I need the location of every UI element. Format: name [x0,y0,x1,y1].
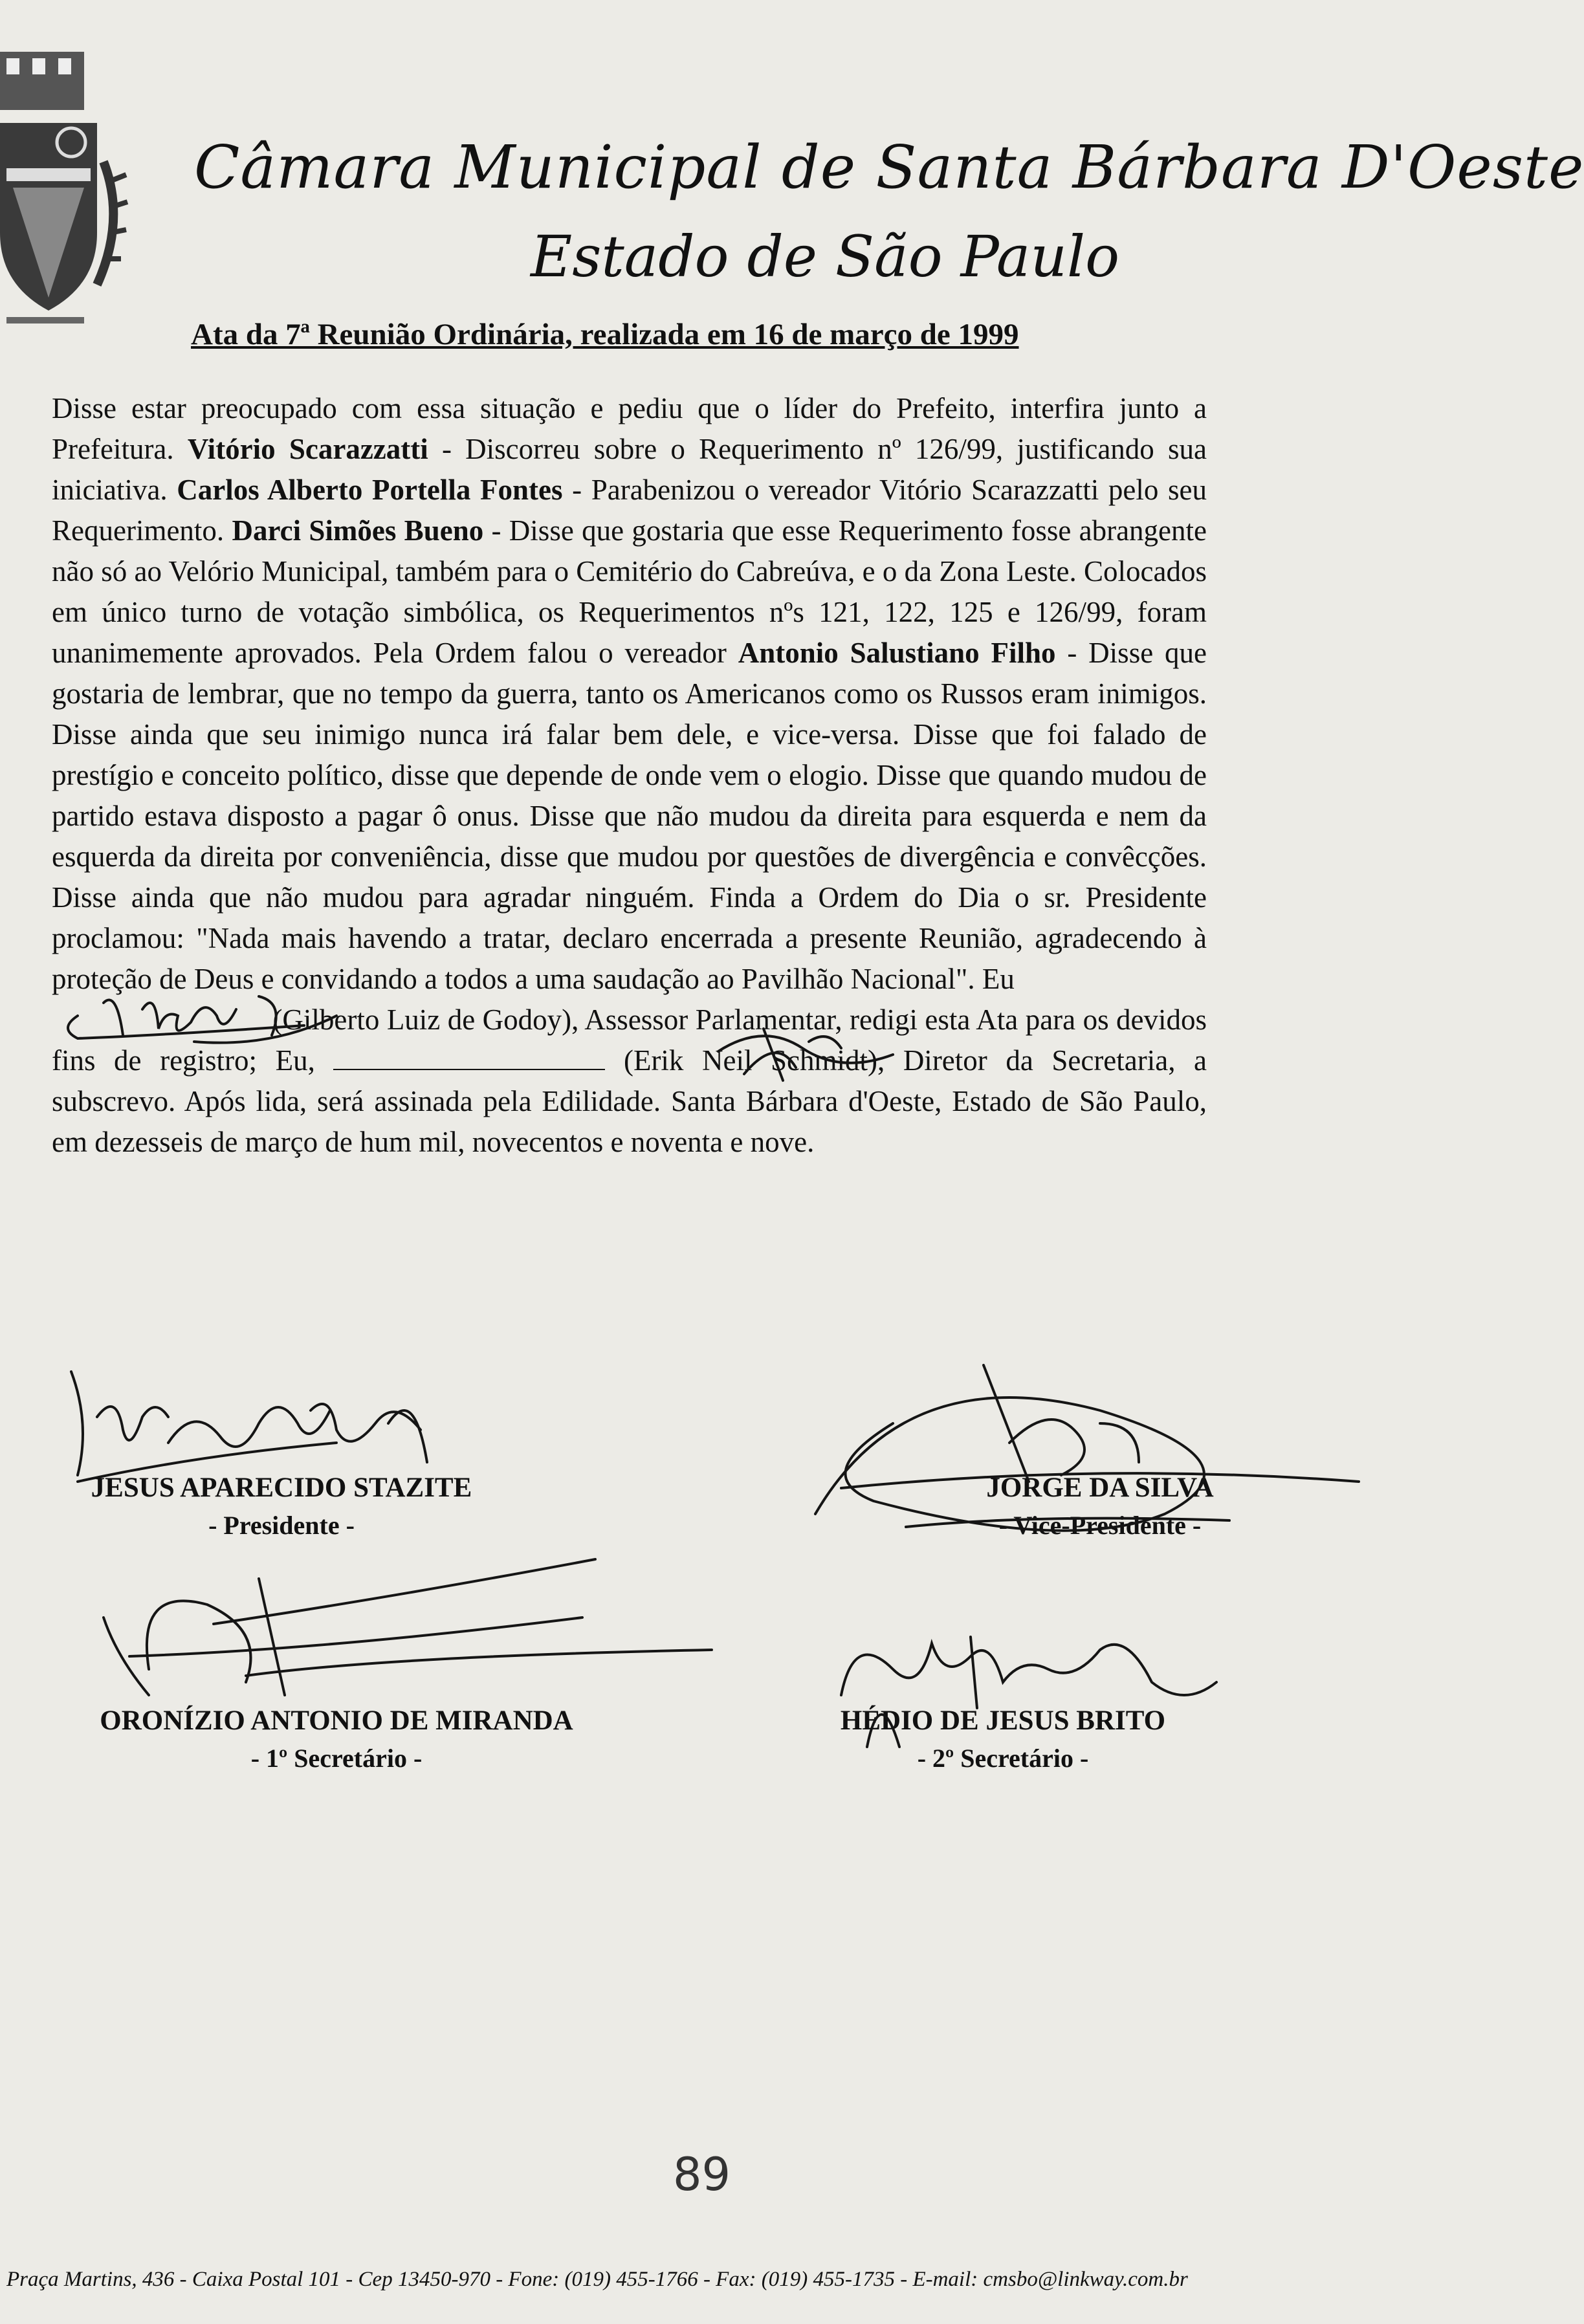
minutes-body [52,388,1207,1163]
signatory-name: ORONÍZIO ANTONIO DE MIRANDA [100,1705,573,1736]
body-text-segment: (Erik Neil Schmidt), Diretor da Secretaria, a subscrevo. Após lida, será assinada pela Edilidade. Santa Bárbara d'Oeste, Estado de São Paulo, em dezesseis de março de hum mil, novecentos e noventa e nove. [52,1044,1207,1158]
signature-block-vice-president [932,1472,1268,1540]
chamber-name: Câmara Municipal de Santa Bárbara D'Oeste [194,133,1584,202]
speaker-name: Darci Simões Bueno [232,514,484,547]
footer-address: Praça Martins, 436 - Caixa Postal 101 - Cep 13450-970 - Fone: (019) 455-1766 - Fax: (019) 455-1735 - E-mail: cmsbo@linkway.com.br [6,2268,1188,2291]
signatory-role: - Vice-Presidente - [998,1511,1202,1540]
body-text-segment: - Discorreu sobre o Requerimento nº 126/99, justificando sua iniciativa. [52,433,1207,506]
body-text-segment: Disse estar preocupado com essa situação e pediu que o líder do Prefeito, interfira junto a Prefeitura. [52,392,1207,465]
signatory-role: - 2º Secretário - [917,1744,1089,1773]
speaker-name: Vitório Scarazzatti [187,433,428,465]
signatory-name: JORGE DA SILVA [986,1473,1214,1503]
minutes-title: Ata da 7ª Reunião Ordinária, realizada em 16 de março de 1999 [191,318,1019,351]
page-number: 89 [673,2148,731,2201]
signatory-role: - 1º Secretário - [250,1744,423,1773]
signature-line [333,1049,605,1070]
speaker-name: Carlos Alberto Portella Fontes [177,474,563,506]
signature-block-first-secretary [55,1705,618,1773]
state-name: Estado de São Paulo [531,223,1120,290]
signature-block-second-secretary [809,1705,1197,1773]
body-text-segment: - Disse que gostaria que esse Requerimento fosse abrangente não só ao Velório Municipal, também para o Cemitério do Cabreúva, e o da Zona Leste. Colocados em único turno de votação simbólica, os Requerimentos nºs 121, 122, 125 e 126/99, foram unanimemente aprovados. Pela Ordem falou o vereador [52,514,1207,669]
signatory-role: - Presidente - [208,1511,355,1540]
speaker-name: Antonio Salustiano Filho [738,637,1056,669]
body-text-segment: - Disse que gostaria de lembrar, que no tempo da guerra, tanto os Americanos como os Russos eram inimigos. Disse ainda que seu inimigo nunca irá falar bem dele, e vice-versa. Disse que foi falado de prestígio e conceito político, disse que depende de onde vem o elogio. Disse que quando mudou de partido estava disposto a pagar ô onus. Disse que não mudou da direita para esquerda e nem da esquerda da direita por conveniência, disse que mudou por questões de divergência e convêcções. Disse ainda que não mudou para agradar ninguém. Finda a Ordem do Dia o sr. Presidente proclamou: "Nada mais havendo a tratar, declaro encerrada a presente Reunião, agradecendo à proteção de Deus e convidando a todos a uma saudação ao Pavilhão Nacional". Eu [52,637,1207,995]
body-text-segment: - Parabenizou o vereador Vitório Scarazzatti pelo seu Requerimento. [52,474,1207,547]
signatory-name: HÉDIO DE JESUS BRITO [840,1705,1166,1736]
coat-of-arms-icon [0,52,129,323]
signature-block-president [55,1472,508,1540]
signatory-name: JESUS APARECIDO STAZITE [91,1473,472,1503]
body-text-segment: (Gilberto Luiz de Godoy), Assessor Parlamentar, redigi esta Ata para os devidos fins de registro; Eu, [52,1003,1207,1077]
